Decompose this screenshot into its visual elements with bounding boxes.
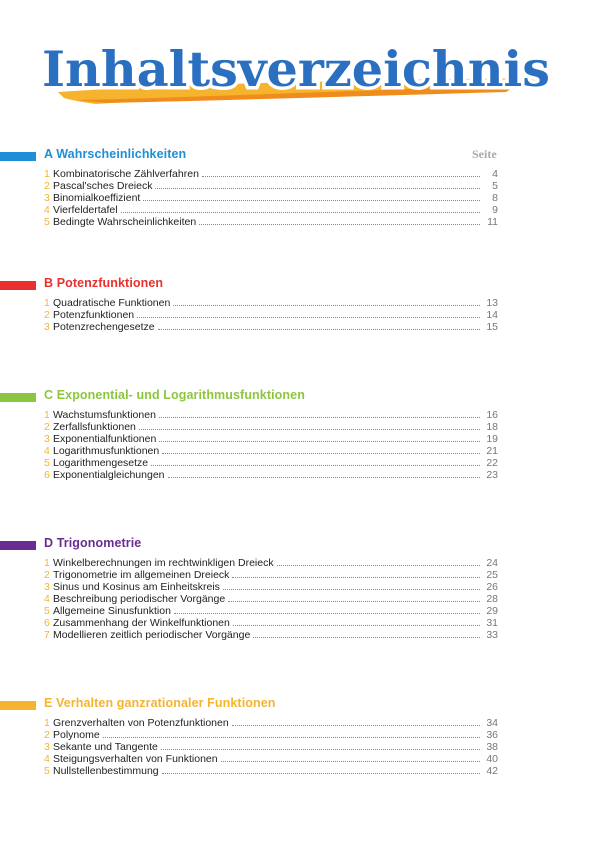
entry-label: Pascal'sches Dreieck xyxy=(53,180,153,192)
section-item-list xyxy=(44,717,498,777)
entry-label: Winkelberechnungen im rechtwinkligen Dreieck xyxy=(53,557,274,569)
entry-label: Exponentialfunktionen xyxy=(53,433,157,445)
toc-entry[interactable] xyxy=(44,469,498,481)
section-color-bar xyxy=(0,393,36,402)
dot-leader xyxy=(162,453,480,454)
entry-number: 5 xyxy=(44,605,50,617)
entry-number: 1 xyxy=(44,717,50,729)
entry-label: Binomialkoeffizient xyxy=(53,192,141,204)
entry-label: Sekante und Tangente xyxy=(53,741,158,753)
entry-number: 2 xyxy=(44,569,50,581)
entry-page-number: 29 xyxy=(486,605,498,617)
title-graphic xyxy=(36,30,556,110)
entry-number: 4 xyxy=(44,445,50,457)
section-color-bar xyxy=(0,701,36,710)
entry-page-number: 34 xyxy=(486,717,498,729)
entry-label: Bedingte Wahrscheinlichkeiten xyxy=(53,216,197,228)
section-color-bar xyxy=(0,281,36,290)
dot-leader xyxy=(233,625,480,626)
entry-page-number: 14 xyxy=(486,309,498,321)
dot-leader xyxy=(221,761,480,762)
entry-label: Kombinatorische Zählverfahren xyxy=(53,168,199,180)
dot-leader xyxy=(121,212,480,213)
toc-entry[interactable] xyxy=(44,409,498,421)
dot-leader xyxy=(253,637,480,638)
toc-entry[interactable] xyxy=(44,753,498,765)
entry-label: Nullstellenbestimmung xyxy=(53,765,159,777)
dot-leader xyxy=(161,749,480,750)
entry-label: Potenzrechengesetze xyxy=(53,321,155,333)
dot-leader xyxy=(228,601,480,602)
entry-page-number: 40 xyxy=(486,753,498,765)
entry-label: Grenzverhalten von Potenzfunktionen xyxy=(53,717,229,729)
dot-leader xyxy=(173,305,480,306)
entry-label: Steigungsverhalten von Funktionen xyxy=(53,753,218,765)
entry-label: Vierfeldertafel xyxy=(53,204,118,216)
entry-page-number: 15 xyxy=(486,321,498,333)
entry-page-number: 31 xyxy=(486,617,498,629)
dot-leader xyxy=(103,737,480,738)
section-title: E Verhalten ganzrationaler Funktionen xyxy=(44,696,276,710)
entry-page-number: 28 xyxy=(486,593,498,605)
entry-number: 5 xyxy=(44,216,50,228)
entry-page-number: 22 xyxy=(486,457,498,469)
entry-label: Logarithmusfunktionen xyxy=(53,445,160,457)
entry-number: 3 xyxy=(44,192,50,204)
toc-entry[interactable] xyxy=(44,204,498,216)
toc-entry[interactable] xyxy=(44,192,498,204)
toc-entry[interactable] xyxy=(44,605,498,617)
toc-entry[interactable] xyxy=(44,717,498,729)
toc-entry[interactable] xyxy=(44,741,498,753)
dot-leader xyxy=(151,465,480,466)
entry-number: 1 xyxy=(44,168,50,180)
entry-page-number: 8 xyxy=(492,192,498,204)
dot-leader xyxy=(174,613,480,614)
entry-label: Logarithmengesetze xyxy=(53,457,149,469)
toc-entry[interactable] xyxy=(44,433,498,445)
entry-number: 6 xyxy=(44,617,50,629)
entry-page-number: 23 xyxy=(486,469,498,481)
dot-leader xyxy=(277,565,480,566)
entry-number: 1 xyxy=(44,297,50,309)
toc-entry[interactable] xyxy=(44,457,498,469)
dot-leader xyxy=(158,329,480,330)
toc-entry[interactable] xyxy=(44,617,498,629)
section-color-bar xyxy=(0,152,36,161)
section-title: C Exponential- und Logarithmusfunktionen xyxy=(44,388,305,402)
entry-number: 4 xyxy=(44,753,50,765)
entry-page-number: 36 xyxy=(486,729,498,741)
toc-entry[interactable] xyxy=(44,729,498,741)
entry-label: Zerfallsfunktionen xyxy=(53,421,136,433)
section-item-list xyxy=(44,409,498,481)
toc-entry[interactable] xyxy=(44,309,498,321)
entry-number: 2 xyxy=(44,180,50,192)
entry-number: 3 xyxy=(44,581,50,593)
section-title: D Trigonometrie xyxy=(44,536,142,550)
entry-number: 2 xyxy=(44,421,50,433)
dot-leader xyxy=(232,577,480,578)
entry-label: Wachstumsfunktionen xyxy=(53,409,156,421)
entry-page-number: 11 xyxy=(487,216,498,228)
section-item-list xyxy=(44,557,498,641)
toc-entry[interactable] xyxy=(44,297,498,309)
entry-page-number: 25 xyxy=(486,569,498,581)
dot-leader xyxy=(223,589,480,590)
toc-entry[interactable] xyxy=(44,581,498,593)
entry-page-number: 18 xyxy=(486,421,498,433)
entry-page-number: 16 xyxy=(486,409,498,421)
entry-number: 3 xyxy=(44,741,50,753)
entry-page-number: 19 xyxy=(486,433,498,445)
dot-leader xyxy=(159,417,480,418)
entry-number: 5 xyxy=(44,765,50,777)
toc-entry[interactable] xyxy=(44,421,498,433)
entry-page-number: 26 xyxy=(486,581,498,593)
entry-number: 3 xyxy=(44,433,50,445)
entry-label: Beschreibung periodischer Vorgänge xyxy=(53,593,226,605)
entry-label: Potenzfunktionen xyxy=(53,309,135,321)
entry-label: Polynome xyxy=(53,729,100,741)
toc-entry[interactable] xyxy=(44,168,498,180)
entry-number: 1 xyxy=(44,557,50,569)
dot-leader xyxy=(137,317,480,318)
entry-number: 6 xyxy=(44,469,50,481)
section-color-bar xyxy=(0,541,36,550)
entry-label: Sinus und Kosinus am Einheitskreis xyxy=(53,581,220,593)
entry-number: 7 xyxy=(44,629,50,641)
entry-page-number: 33 xyxy=(486,629,498,641)
entry-number: 4 xyxy=(44,204,50,216)
entry-page-number: 5 xyxy=(492,180,498,192)
entry-number: 2 xyxy=(44,729,50,741)
entry-number: 1 xyxy=(44,409,50,421)
entry-page-number: 24 xyxy=(486,557,498,569)
entry-label: Modellieren zeitlich periodischer Vorgänge xyxy=(53,629,251,641)
entry-page-number: 38 xyxy=(486,741,498,753)
entry-number: 5 xyxy=(44,457,50,469)
entry-label: Quadratische Funktionen xyxy=(53,297,171,309)
entry-label: Zusammenhang der Winkelfunktionen xyxy=(53,617,230,629)
dot-leader xyxy=(168,477,480,478)
dot-leader xyxy=(143,200,480,201)
toc-entry[interactable] xyxy=(44,180,498,192)
section-item-list xyxy=(44,168,498,228)
entry-label: Exponentialgleichungen xyxy=(53,469,165,481)
entry-page-number: 13 xyxy=(486,297,498,309)
section-item-list xyxy=(44,297,498,333)
dot-leader xyxy=(159,441,480,442)
toc-entry[interactable] xyxy=(44,445,498,457)
dot-leader xyxy=(162,773,480,774)
entry-page-number: 9 xyxy=(492,204,498,216)
page-title: Inhaltsverzeichnis xyxy=(42,40,550,98)
toc-entry[interactable] xyxy=(44,216,498,228)
title-banner xyxy=(36,30,556,110)
entry-page-number: 42 xyxy=(486,765,498,777)
toc-entry[interactable] xyxy=(44,765,498,777)
section-title: A Wahrscheinlichkeiten xyxy=(44,147,187,161)
toc-entry[interactable] xyxy=(44,593,498,605)
toc-entry[interactable] xyxy=(44,557,498,569)
entry-page-number: 21 xyxy=(486,445,498,457)
toc-entry[interactable] xyxy=(44,629,498,641)
entry-number: 2 xyxy=(44,309,50,321)
entry-label: Allgemeine Sinusfunktion xyxy=(53,605,171,617)
section-title: B Potenzfunktionen xyxy=(44,276,164,290)
entry-page-number: 4 xyxy=(492,168,498,180)
page-column-label: Seite xyxy=(472,147,497,161)
entry-label: Trigonometrie im allgemeinen Dreieck xyxy=(53,569,230,581)
dot-leader xyxy=(232,725,480,726)
entry-number: 3 xyxy=(44,321,50,333)
dot-leader xyxy=(199,224,480,225)
dot-leader xyxy=(155,188,480,189)
dot-leader xyxy=(139,429,480,430)
dot-leader xyxy=(202,176,480,177)
entry-number: 4 xyxy=(44,593,50,605)
toc-entry[interactable] xyxy=(44,321,498,333)
toc-entry[interactable] xyxy=(44,569,498,581)
